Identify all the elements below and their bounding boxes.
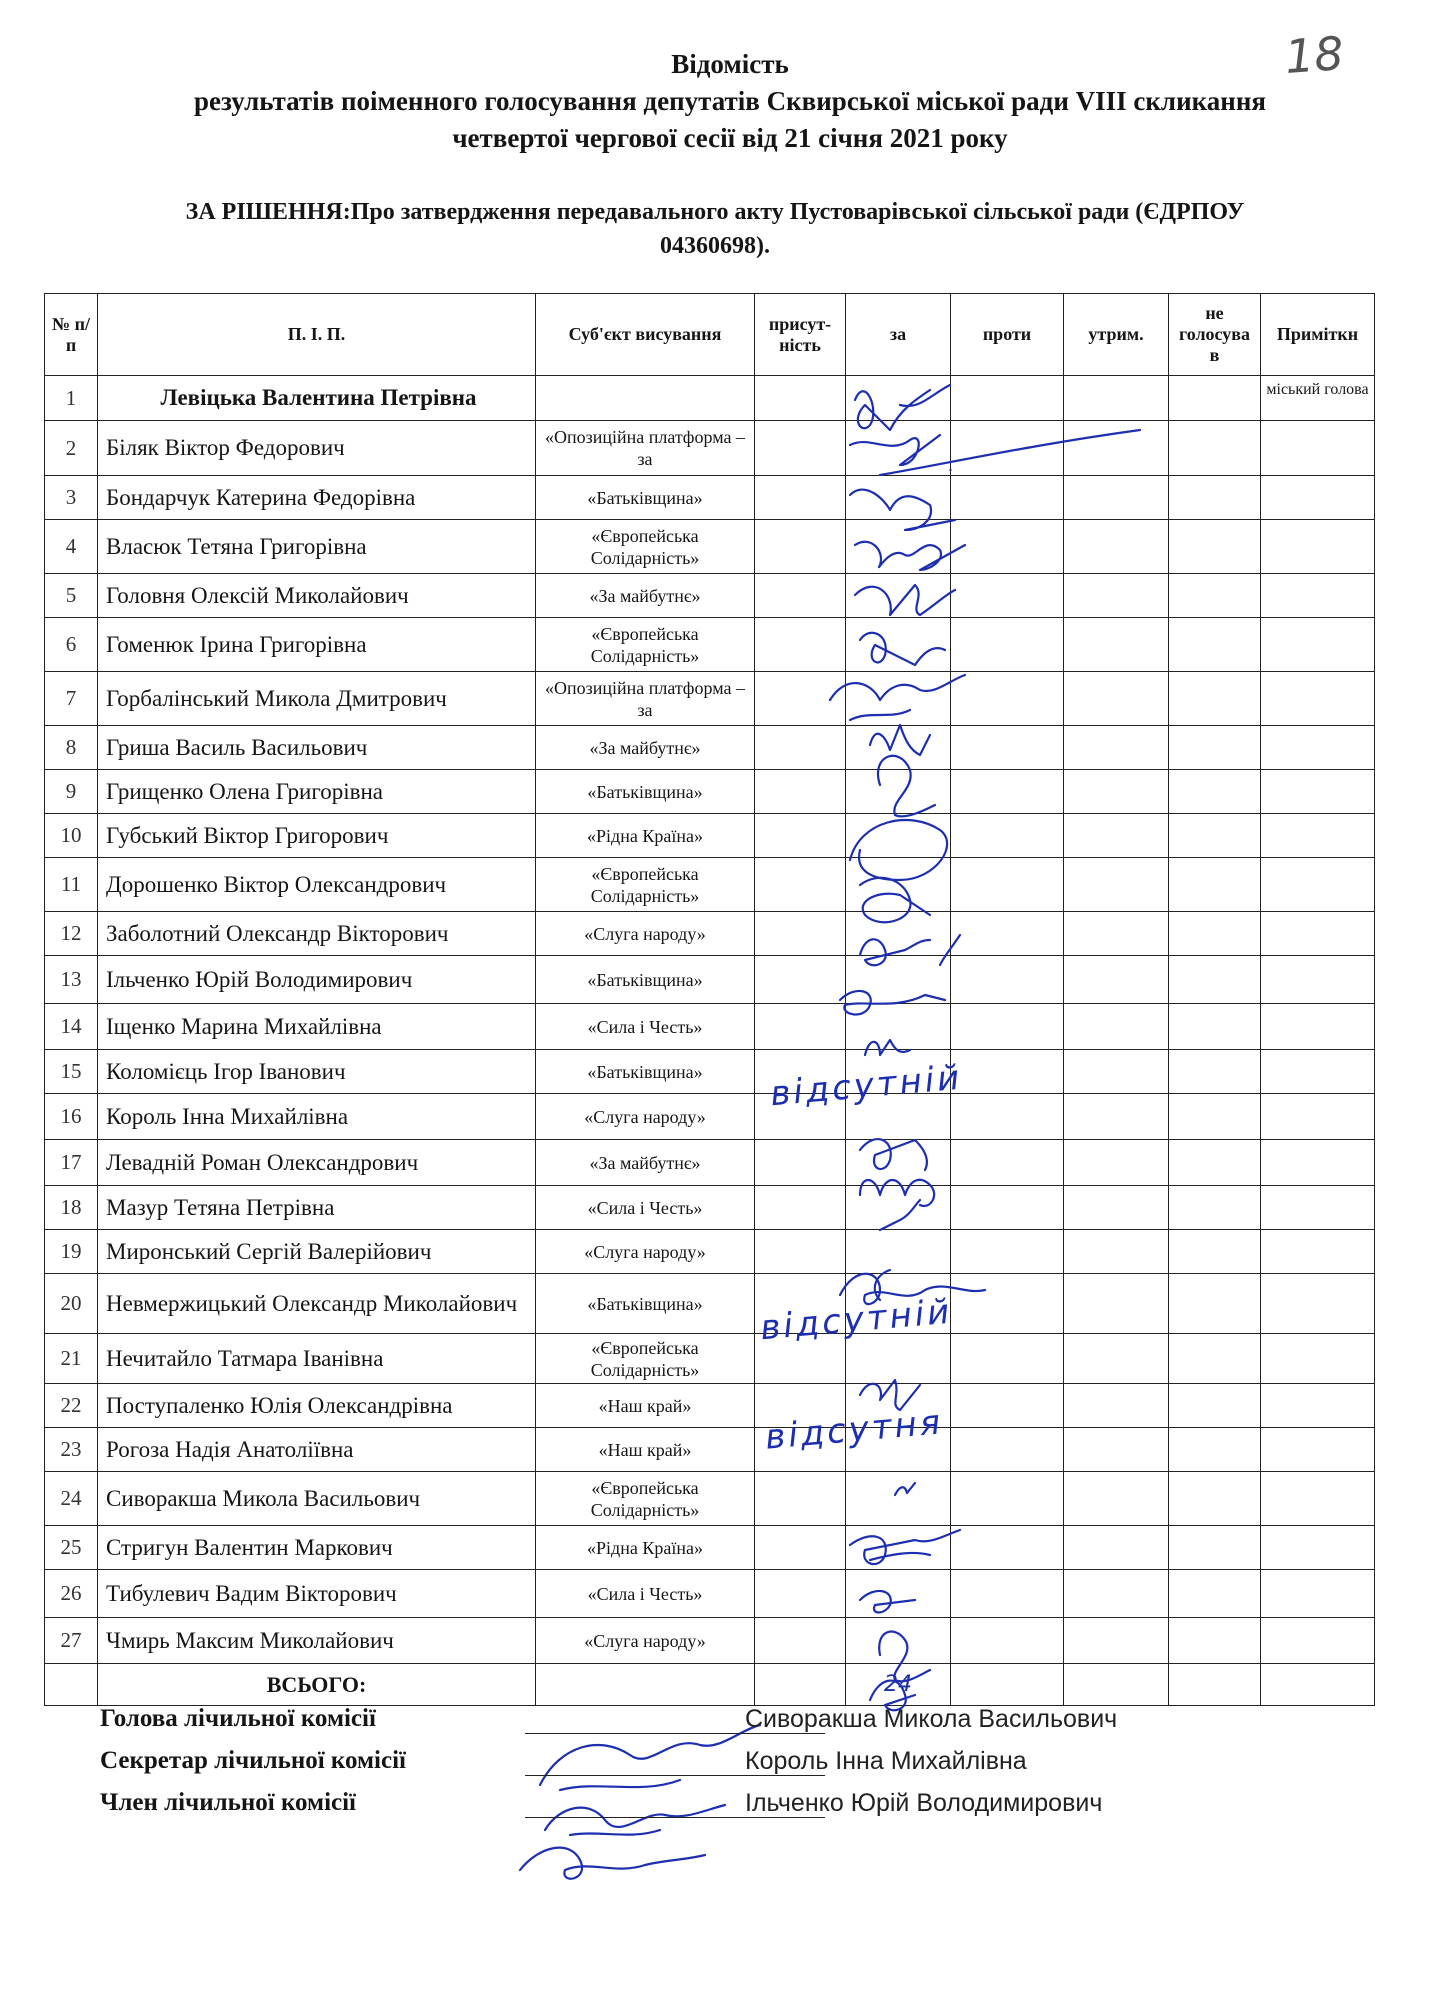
row-name: Бондарчук Катерина Федорівна (98, 476, 536, 520)
row-abstain (1064, 1570, 1169, 1618)
table-row (45, 1428, 1375, 1472)
row-number: 17 (45, 1140, 98, 1186)
row-party: «Сила і Честь» (536, 1186, 755, 1230)
row-abstain (1064, 376, 1169, 421)
row-not-voted (1169, 1050, 1261, 1094)
row-against (951, 1428, 1064, 1472)
row-note (1261, 1230, 1375, 1274)
row-not-voted (1169, 956, 1261, 1004)
table-row (45, 1570, 1375, 1618)
row-number: 25 (45, 1526, 98, 1570)
row-against (951, 1334, 1064, 1384)
row-number: 5 (45, 574, 98, 618)
row-abstain (1064, 912, 1169, 956)
row-present (755, 520, 846, 574)
row-number: 21 (45, 1334, 98, 1384)
signature-role: Член лічильної комісії (100, 1789, 357, 1816)
row-present (755, 1140, 846, 1186)
total-for: 24 (846, 1664, 951, 1706)
row-not-voted (1169, 618, 1261, 672)
row-not-voted (1169, 1526, 1261, 1570)
table-row (45, 726, 1375, 770)
row-not-voted (1169, 1428, 1261, 1472)
row-not-voted (1169, 476, 1261, 520)
row-against (951, 1140, 1064, 1186)
row-for (846, 770, 951, 814)
signature-role: Секретар лічильної комісії (100, 1747, 406, 1774)
row-name: Грищенко Олена Григорівна (98, 770, 536, 814)
row-present (755, 912, 846, 956)
row-not-voted (1169, 520, 1261, 574)
row-party: «Наш край» (536, 1428, 755, 1472)
row-against (951, 421, 1064, 476)
table-row (45, 421, 1375, 476)
row-note (1261, 1428, 1375, 1472)
signatures-block (100, 1705, 1400, 1826)
row-number: 12 (45, 912, 98, 956)
row-number: 11 (45, 858, 98, 912)
row-party: «За майбутнє» (536, 726, 755, 770)
row-number: 14 (45, 1004, 98, 1050)
row-name: Миронський Сергій Валерійович (98, 1230, 536, 1274)
row-against (951, 376, 1064, 421)
row-name: Ільченко Юрій Володимирович (98, 956, 536, 1004)
row-abstain (1064, 1334, 1169, 1384)
row-party: «Слуга народу» (536, 1230, 755, 1274)
document-title (40, 46, 1420, 157)
row-name: Заболотний Олександр Вікторович (98, 912, 536, 956)
row-party: «Опозиційна платформа – за (536, 421, 755, 476)
row-abstain (1064, 770, 1169, 814)
row-abstain (1064, 1472, 1169, 1526)
row-present (755, 1004, 846, 1050)
row-name: Мазур Тетяна Петрівна (98, 1186, 536, 1230)
row-abstain (1064, 1428, 1169, 1472)
row-name: Рогоза Надія Анатоліївна (98, 1428, 536, 1472)
table-row (45, 376, 1375, 421)
row-abstain (1064, 1384, 1169, 1428)
row-number: 19 (45, 1230, 98, 1274)
handwritten-absent-20: відсутній (758, 1291, 954, 1349)
row-note (1261, 618, 1375, 672)
row-for (846, 1570, 951, 1618)
row-note (1261, 770, 1375, 814)
row-not-voted (1169, 672, 1261, 726)
row-for (846, 376, 951, 421)
row-for (846, 726, 951, 770)
row-for (846, 1618, 951, 1664)
row-not-voted (1169, 912, 1261, 956)
row-against (951, 520, 1064, 574)
row-not-voted (1169, 1004, 1261, 1050)
row-abstain (1064, 814, 1169, 858)
row-abstain (1064, 520, 1169, 574)
table-row (45, 858, 1375, 912)
row-abstain (1064, 956, 1169, 1004)
row-against (951, 1094, 1064, 1140)
row-for (846, 1004, 951, 1050)
handwritten-absent-15: відсутній (768, 1057, 964, 1115)
total-row (45, 1664, 1375, 1706)
row-abstain (1064, 574, 1169, 618)
row-note (1261, 726, 1375, 770)
table-row (45, 912, 1375, 956)
row-for (846, 1230, 951, 1274)
row-number: 1 (45, 376, 98, 421)
row-note: міський голова (1261, 376, 1375, 421)
title-line-3: четвертої чергової сесії від 21 січня 2021 року (452, 123, 1008, 153)
table-row (45, 476, 1375, 520)
row-for (846, 574, 951, 618)
row-against (951, 672, 1064, 726)
row-party: «Європейська Солідарність» (536, 618, 755, 672)
row-for (846, 520, 951, 574)
row-party: «Європейська Солідарність» (536, 1334, 755, 1384)
row-note (1261, 574, 1375, 618)
row-against (951, 726, 1064, 770)
row-present (755, 1570, 846, 1618)
row-note (1261, 1384, 1375, 1428)
row-note (1261, 1140, 1375, 1186)
row-abstain (1064, 421, 1169, 476)
row-abstain (1064, 1230, 1169, 1274)
row-present (755, 814, 846, 858)
row-present (755, 1618, 846, 1664)
row-party: «Слуга народу» (536, 912, 755, 956)
page-number: 18 (1283, 26, 1346, 84)
table-header-row (45, 294, 1375, 376)
row-note (1261, 1570, 1375, 1618)
row-against (951, 1230, 1064, 1274)
row-for (846, 1186, 951, 1230)
row-note (1261, 1050, 1375, 1094)
table-row (45, 574, 1375, 618)
row-note (1261, 858, 1375, 912)
row-name: Нечитайло Татмара Іванівна (98, 1334, 536, 1384)
row-present (755, 858, 846, 912)
signature-name: Сиворакша Микола Васильович (745, 1705, 1118, 1733)
row-number: 16 (45, 1094, 98, 1140)
row-note (1261, 520, 1375, 574)
row-for (846, 956, 951, 1004)
header-name: П. І. П. (98, 294, 536, 376)
row-for (846, 1472, 951, 1526)
row-present (755, 618, 846, 672)
row-party: «Європейська Солідарність» (536, 858, 755, 912)
row-party: «Рідна Країна» (536, 814, 755, 858)
row-name: Левіцька Валентина Петрівна (98, 376, 536, 421)
row-for (846, 1526, 951, 1570)
signature-member (520, 1848, 705, 1879)
row-number: 4 (45, 520, 98, 574)
signature-row (100, 1705, 1400, 1742)
row-number: 10 (45, 814, 98, 858)
row-for (846, 421, 951, 476)
row-number: 18 (45, 1186, 98, 1230)
row-note (1261, 1526, 1375, 1570)
row-against (951, 1186, 1064, 1230)
row-not-voted (1169, 1334, 1261, 1384)
row-against (951, 814, 1064, 858)
row-against (951, 858, 1064, 912)
row-note (1261, 1472, 1375, 1526)
row-note (1261, 1618, 1375, 1664)
table-row (45, 1004, 1375, 1050)
row-present (755, 726, 846, 770)
row-party: «Опозиційна платформа – за (536, 672, 755, 726)
row-note (1261, 1094, 1375, 1140)
header-party: Суб'єкт висування (536, 294, 755, 376)
row-name: Невмержицький Олександр Миколайович (98, 1274, 536, 1334)
row-name: Тибулевич Вадим Вікторович (98, 1570, 536, 1618)
row-number: 20 (45, 1274, 98, 1334)
row-not-voted (1169, 1472, 1261, 1526)
row-against (951, 1472, 1064, 1526)
row-note (1261, 1004, 1375, 1050)
row-party (536, 376, 755, 421)
row-present (755, 1186, 846, 1230)
row-for (846, 1140, 951, 1186)
row-abstain (1064, 726, 1169, 770)
row-number: 13 (45, 956, 98, 1004)
row-number: 26 (45, 1570, 98, 1618)
row-against (951, 1004, 1064, 1050)
table-row (45, 1618, 1375, 1664)
row-not-voted (1169, 1140, 1261, 1186)
row-note (1261, 814, 1375, 858)
row-against (951, 1274, 1064, 1334)
row-name: Сиворакша Микола Васильович (98, 1472, 536, 1526)
table-row (45, 1050, 1375, 1094)
row-against (951, 476, 1064, 520)
row-abstain (1064, 1140, 1169, 1186)
row-against (951, 618, 1064, 672)
row-abstain (1064, 1186, 1169, 1230)
row-party: «Європейська Солідарність» (536, 1472, 755, 1526)
header-against: проти (951, 294, 1064, 376)
row-abstain (1064, 1618, 1169, 1664)
row-note (1261, 912, 1375, 956)
row-against (951, 1050, 1064, 1094)
row-not-voted (1169, 770, 1261, 814)
row-abstain (1064, 476, 1169, 520)
row-present (755, 956, 846, 1004)
signature-name: Ільченко Юрій Володимирович (745, 1789, 1103, 1817)
row-not-voted (1169, 1230, 1261, 1274)
row-present (755, 1472, 846, 1526)
row-name: Стригун Валентин Маркович (98, 1526, 536, 1570)
row-against (951, 574, 1064, 618)
row-number: 23 (45, 1428, 98, 1472)
row-against (951, 956, 1064, 1004)
header-present: присут-ність (755, 294, 846, 376)
row-name: Король Інна Михайлівна (98, 1094, 536, 1140)
table-row (45, 1186, 1375, 1230)
table-row (45, 1526, 1375, 1570)
decision-subject (90, 195, 1340, 263)
row-name: Левадній Роман Олександрович (98, 1140, 536, 1186)
row-not-voted (1169, 726, 1261, 770)
row-number: 6 (45, 618, 98, 672)
row-present (755, 476, 846, 520)
row-for (846, 912, 951, 956)
row-for (846, 858, 951, 912)
row-not-voted (1169, 1094, 1261, 1140)
row-party: «Слуга народу» (536, 1094, 755, 1140)
row-note (1261, 956, 1375, 1004)
signature-name: Король Інна Михайлівна (745, 1747, 1027, 1775)
row-party: «Сила і Честь» (536, 1004, 755, 1050)
row-abstain (1064, 1050, 1169, 1094)
handwritten-absent-22: відсутня (763, 1402, 945, 1458)
title-main: Відомість (671, 49, 789, 79)
row-name: Власюк Тетяна Григорівна (98, 520, 536, 574)
row-abstain (1064, 672, 1169, 726)
row-name: Горбалінський Микола Дмитрович (98, 672, 536, 726)
row-number: 9 (45, 770, 98, 814)
row-number: 8 (45, 726, 98, 770)
row-present (755, 672, 846, 726)
row-present (755, 1230, 846, 1274)
row-note (1261, 476, 1375, 520)
row-note (1261, 421, 1375, 476)
row-against (951, 1570, 1064, 1618)
row-note (1261, 672, 1375, 726)
row-party: «Батьківщина» (536, 1274, 755, 1334)
table-row (45, 770, 1375, 814)
table-row (45, 1094, 1375, 1140)
decision-line-1: ЗА РІШЕННЯ:Про затвердження передавального акту Пустоварівської сільської ради (ЄДРПОУ (185, 199, 1245, 225)
row-present (755, 770, 846, 814)
row-name: Гоменюк Ірина Григорівна (98, 618, 536, 672)
row-name: Біляк Віктор Федорович (98, 421, 536, 476)
row-party: «Батьківщина» (536, 770, 755, 814)
row-against (951, 770, 1064, 814)
table-row (45, 1334, 1375, 1384)
voting-table (44, 293, 1375, 1706)
signature-row (100, 1747, 1400, 1784)
row-abstain (1064, 858, 1169, 912)
row-present (755, 421, 846, 476)
row-party: «Батьківщина» (536, 1050, 755, 1094)
table-row (45, 1140, 1375, 1186)
row-number: 3 (45, 476, 98, 520)
row-party: «Слуга народу» (536, 1618, 755, 1664)
row-for (846, 672, 951, 726)
row-number: 2 (45, 421, 98, 476)
row-party: «Батьківщина» (536, 476, 755, 520)
row-against (951, 1618, 1064, 1664)
row-not-voted (1169, 421, 1261, 476)
row-name: Коломієць Ігор Іванович (98, 1050, 536, 1094)
row-note (1261, 1186, 1375, 1230)
row-name: Іщенко Марина Михайлівна (98, 1004, 536, 1050)
signature-row (100, 1789, 1400, 1826)
row-not-voted (1169, 376, 1261, 421)
row-not-voted (1169, 574, 1261, 618)
row-number: 27 (45, 1618, 98, 1664)
row-present (755, 1526, 846, 1570)
row-abstain (1064, 1274, 1169, 1334)
row-not-voted (1169, 1618, 1261, 1664)
row-party: «За майбутнє» (536, 1140, 755, 1186)
row-abstain (1064, 618, 1169, 672)
row-for (846, 1334, 951, 1384)
row-number: 22 (45, 1384, 98, 1428)
row-name: Гриша Василь Васильович (98, 726, 536, 770)
row-name: Чмирь Максим Миколайович (98, 1618, 536, 1664)
row-number: 7 (45, 672, 98, 726)
row-party: «Сила і Честь» (536, 1570, 755, 1618)
row-not-voted (1169, 1274, 1261, 1334)
decision-line-2: 04360698). (660, 233, 770, 259)
row-number: 15 (45, 1050, 98, 1094)
row-for (846, 618, 951, 672)
row-name: Дорошенко Віктор Олександрович (98, 858, 536, 912)
row-not-voted (1169, 814, 1261, 858)
table-row (45, 1230, 1375, 1274)
row-against (951, 912, 1064, 956)
row-for (846, 476, 951, 520)
header-not-voted: не голосува в (1169, 294, 1261, 376)
header-note: Приміткн (1261, 294, 1375, 376)
row-name: Поступаленко Юлія Олександрівна (98, 1384, 536, 1428)
row-note (1261, 1334, 1375, 1384)
row-abstain (1064, 1094, 1169, 1140)
total-label: ВСЬОГО: (98, 1664, 536, 1706)
row-name: Губський Віктор Григорович (98, 814, 536, 858)
row-party: «Батьківщина» (536, 956, 755, 1004)
row-not-voted (1169, 858, 1261, 912)
table-row (45, 520, 1375, 574)
row-not-voted (1169, 1384, 1261, 1428)
table-row (45, 956, 1375, 1004)
table-row (45, 618, 1375, 672)
table-row (45, 1384, 1375, 1428)
table-row (45, 672, 1375, 726)
row-party: «Наш край» (536, 1384, 755, 1428)
row-note (1261, 1274, 1375, 1334)
header-num: № п/п (45, 294, 98, 376)
header-for: за (846, 294, 951, 376)
row-number: 24 (45, 1472, 98, 1526)
header-abstain: утрим. (1064, 294, 1169, 376)
row-for (846, 814, 951, 858)
row-party: «Європейська Солідарність» (536, 520, 755, 574)
row-abstain (1064, 1004, 1169, 1050)
row-present (755, 574, 846, 618)
row-name: Головня Олексій Миколайович (98, 574, 536, 618)
table-row (45, 1274, 1375, 1334)
table-row (45, 1472, 1375, 1526)
row-present (755, 376, 846, 421)
title-line-2: результатів поіменного голосування депутатів Сквирської міської ради VIII скликання (193, 86, 1267, 116)
row-abstain (1064, 1526, 1169, 1570)
row-against (951, 1384, 1064, 1428)
row-not-voted (1169, 1186, 1261, 1230)
row-against (951, 1526, 1064, 1570)
signature-role: Голова лічильної комісії (100, 1705, 376, 1732)
row-party: «Рідна Країна» (536, 1526, 755, 1570)
row-party: «За майбутнє» (536, 574, 755, 618)
table-row (45, 814, 1375, 858)
row-not-voted (1169, 1570, 1261, 1618)
